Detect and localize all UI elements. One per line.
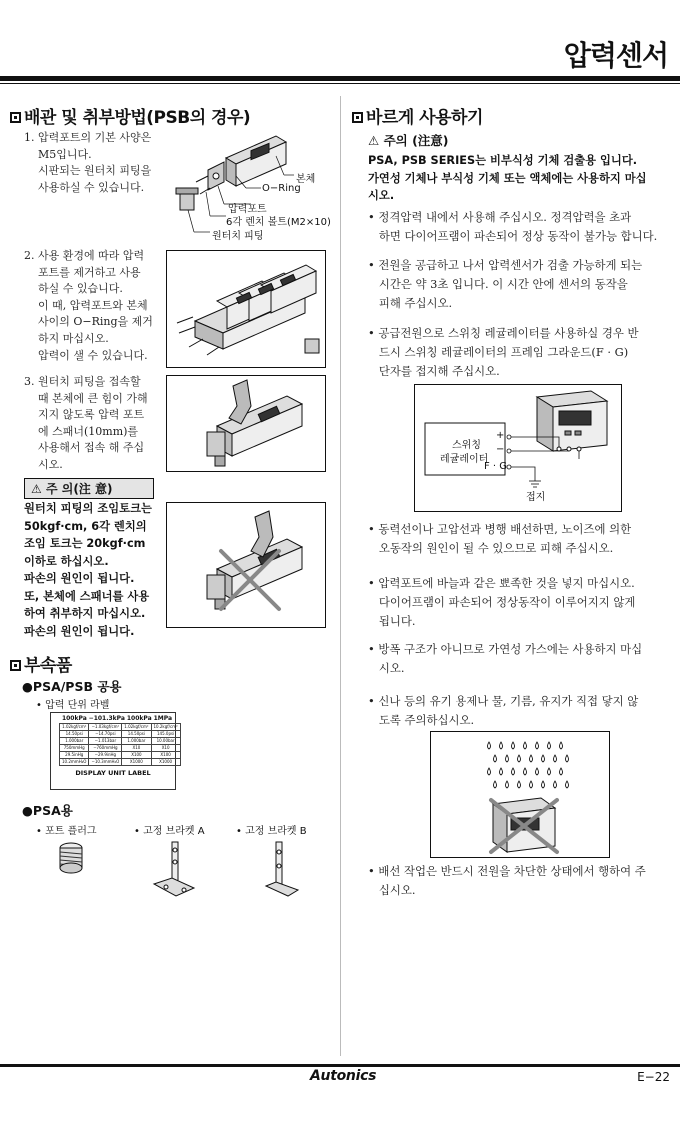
footer-rule (0, 1064, 680, 1067)
display-label-cell: 750mmHg (60, 745, 89, 752)
display-label-cell: 1.02kgf/cm² (122, 724, 151, 731)
water-drop-icon (536, 768, 539, 775)
water-drop-icon (536, 742, 539, 749)
caution-illustration (166, 502, 326, 628)
bullet-sharp-objects: • 압력포트에 바늘과 같은 뾰족한 것을 넣지 마십시오. 다이어프램이 파손되어 정상동작이 이루어지지 않게 됩니다. (368, 576, 636, 628)
unit-label-caption: • 압력 단위 라벨 (36, 700, 110, 711)
callout-oring: O−Ring (262, 183, 301, 194)
display-label-headers (51, 713, 175, 723)
bullet-explosion: • 방폭 구조가 아니므로 가연성 가스에는 사용하지 마십 시오. (368, 642, 643, 675)
water-drop-icon (518, 781, 521, 788)
display-label-cell: 1.02kgf/cm² (60, 724, 89, 731)
callout-port: 압력포트 (228, 204, 267, 215)
left-section-title-text: 배관 및 취부방법(PSB의 경우) (24, 108, 251, 128)
item-bracket-a: • 고정 브라켓 A (134, 826, 205, 837)
terminal-fg: F · G (484, 461, 508, 472)
left-caution-label-text: 주 의(注 意) (45, 482, 113, 496)
square-bullet-icon (10, 660, 21, 671)
water-drop-icon (530, 781, 533, 788)
display-label-cell: 1.000bar (122, 738, 151, 745)
display-label-header: −101.3kPa (88, 715, 125, 722)
display-label-header: 1MPa (153, 715, 173, 722)
callout-bolt: 6각 렌치 볼트(M2×10) (226, 217, 331, 228)
display-label-cell: X1000 (151, 759, 180, 766)
display-label-row (60, 752, 181, 759)
display-label-row (60, 731, 181, 738)
water-drop-icon (512, 768, 515, 775)
water-drop-icon (488, 768, 491, 775)
right-intro: PSA, PSB SERIES는 비부식성 기체 검출용 입니다. 가연성 기체나 부식성 기체 또는 액체에는 사용하지 마십 시오. (368, 154, 647, 202)
display-label-cell: −1.013bar (89, 738, 122, 745)
warning-triangle-icon: ⚠ (31, 482, 42, 496)
step-2-illustration (166, 250, 326, 368)
display-label-cell: X10 (151, 745, 180, 752)
right-section-title (352, 103, 483, 128)
page-title: 압력센서 (563, 39, 668, 72)
display-label-cell: 145.0psi (151, 731, 180, 738)
bracket-b-icon (262, 840, 302, 904)
page-number: E−22 (637, 1070, 670, 1084)
step-1-text: 1. 압력포트의 기본 사양은 M5입니다. 시판되는 원터치 피팅을 사용하실 수 있습니다. (24, 131, 152, 194)
header-rule (0, 76, 680, 81)
water-drop-icon (518, 755, 521, 762)
water-drop-icon (506, 781, 509, 788)
water-drop-icon (542, 755, 545, 762)
right-section-title-text: 바르게 사용하기 (366, 108, 483, 128)
right-caution-label (368, 131, 449, 149)
display-label-cell: 10.2kgf/cm² (151, 724, 180, 731)
water-drop-icon (524, 768, 527, 775)
display-label-cell: 14.50psi (60, 731, 89, 738)
callout-fitting: 원터치 피팅 (212, 231, 264, 242)
water-drop-icon (566, 781, 569, 788)
right-caution-label-text: 주의 (注意) (383, 133, 449, 148)
water-drop-icon (524, 742, 527, 749)
left-section-title (10, 103, 250, 128)
display-label-row (60, 738, 181, 745)
water-drop-icon (554, 755, 557, 762)
display-unit-label (50, 712, 176, 790)
water-drop-icon (530, 755, 533, 762)
bullet-solvents: • 신나 등의 유기 용제나 물, 기름, 유지가 직접 닿지 않 도록 주의하십시오. (368, 694, 639, 727)
water-drop-icon (560, 742, 563, 749)
display-label-header: 100kPa (61, 715, 87, 722)
water-drop-icon (494, 781, 497, 788)
water-drop-icon (494, 755, 497, 762)
square-bullet-icon (10, 112, 21, 123)
step-3-text: 3. 원터치 피팅을 접속할 때 본체에 큰 힘이 가해 지지 않도록 압력 포트 에 스패너(10mm)를 사용해서 접속 해 주십 시오. (24, 375, 148, 471)
display-label-cell: 1.000bar (60, 738, 89, 745)
accessories-title-text: 부속품 (24, 656, 72, 676)
water-drop-icon (488, 742, 491, 749)
psa-psb-common: ●PSA/PSB 공용 (22, 679, 122, 694)
display-label-cell: X100 (122, 752, 151, 759)
display-label-cell: −760mmHg (89, 745, 122, 752)
psa-only: ●PSA용 (22, 803, 73, 818)
regulator-label-2: 레귤레이터 (440, 454, 489, 465)
wiring-diagram (414, 384, 622, 512)
display-label-row (60, 724, 181, 731)
bullet-noise: • 동력선이나 고압선과 병행 배선하면, 노이즈에 의한 오동작의 원인이 될 수 있으므로 피해 주십시오. (368, 522, 632, 555)
column-divider (340, 96, 341, 1056)
water-drop-icon (566, 755, 569, 762)
display-label-header: 100kPa (126, 715, 152, 722)
bracket-a-icon (152, 840, 196, 904)
bullet-startup-time: • 전원을 공급하고 나서 압력센서가 검출 가능하게 되는 시간은 약 3초 입니다. 이 시간 안에 센서의 동작을 피해 주십시오. (368, 258, 643, 310)
display-label-cell: 29.5inHg (60, 752, 89, 759)
bullet-grounding: • 공급전원으로 스위칭 레귤레이터를 사용하실 경우 반 드시 스위칭 레귤레이터의 프레임 그라운드(F · G) 단자를 접지해 주십시오. (368, 326, 639, 378)
display-label-row (60, 759, 181, 766)
port-plug-icon (56, 840, 86, 880)
water-drop-icon (560, 768, 563, 775)
display-label-cell: X10 (122, 745, 151, 752)
water-drop-icon (506, 755, 509, 762)
display-label-cell: X100 (151, 752, 180, 759)
bullet-power-off: • 배선 작업은 반드시 전원을 차단한 상태에서 행하여 주 십시오. (368, 864, 646, 897)
display-label-cell: X1000 (122, 759, 151, 766)
display-label-cell: −29.9inHg (89, 752, 122, 759)
display-label-cell: 10.00bar (151, 738, 180, 745)
water-drop-icon (542, 781, 545, 788)
left-caution-text: 원터치 피팅의 조임토크는 50kgf·cm, 6각 렌치의 조임 토크는 20kgf·cm 이하로 하십시오. 파손의 원인이 됩니다. 또, 본체에 스패너를 사용 하여 취부하지 마십시오. 파손의 원인이 됩니다. (24, 502, 152, 638)
ground-label: 접지 (526, 492, 546, 503)
display-label-cell: −14.70psi (89, 731, 122, 738)
terminal-plus: + (496, 430, 505, 441)
square-bullet-icon (352, 112, 363, 123)
regulator-label-1: 스위칭 (452, 440, 481, 451)
water-drop-icon (548, 768, 551, 775)
water-drop-icon (512, 742, 515, 749)
step-2-text: 2. 사용 환경에 따라 압력 포트를 제거하고 사용 하실 수 있습니다. 이 때, 압력포트와 본체 사이의 O−Ring을 제거 하지 마십시오. 압력이 샐 수 있습니다. (24, 249, 153, 362)
display-label-footer: DISPLAY UNIT LABEL (75, 769, 151, 777)
terminal-minus: − (496, 444, 505, 455)
solvent-illustration (430, 731, 610, 858)
callout-body: 본체 (296, 174, 316, 185)
left-caution-label (24, 478, 154, 499)
accessories-title (10, 651, 72, 676)
display-label-cell: 10.2mmH₂O (60, 759, 89, 766)
water-drop-icon (554, 781, 557, 788)
display-label-cell: −10.3mmH₂O (89, 759, 122, 766)
step-3-illustration (166, 375, 326, 472)
display-label-cell: −1.03kgf/cm² (89, 724, 122, 731)
item-bracket-b: • 고정 브라켓 B (236, 826, 307, 837)
water-drop-icon (548, 742, 551, 749)
warning-triangle-icon: ⚠ (368, 133, 380, 148)
water-drop-icon (500, 768, 503, 775)
display-label-cell: 14.50psi (122, 731, 151, 738)
display-label-table (59, 723, 181, 766)
display-label-row (60, 745, 181, 752)
header-rule-thin (0, 83, 680, 84)
footer-brand-logo: Autonics (310, 1068, 377, 1084)
water-drop-icon (500, 742, 503, 749)
bullet-rated-pressure: • 정격압력 내에서 사용해 주십시오. 정격압력을 초과 하면 다이어프램이 파손되어 정상 동작이 불가능 합니다. (368, 210, 658, 243)
item-port-plug: • 포트 플러그 (36, 826, 97, 837)
